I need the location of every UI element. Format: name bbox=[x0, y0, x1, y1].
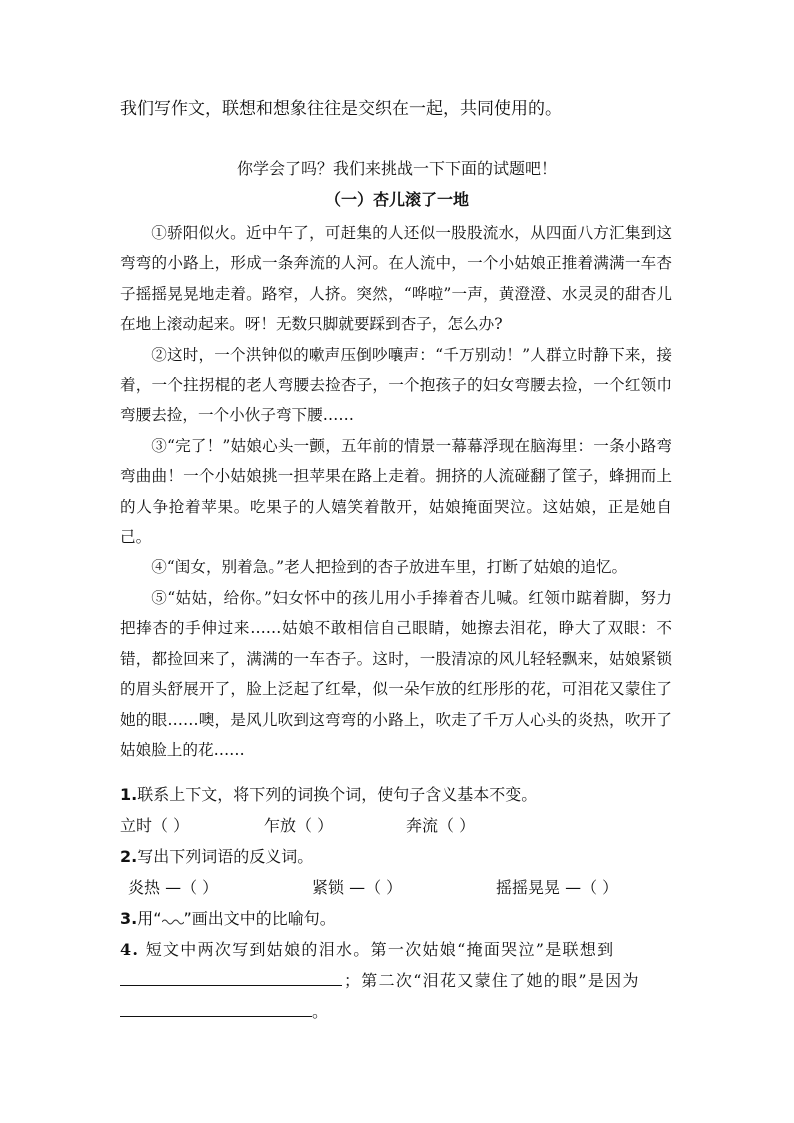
reading-passage bbox=[120, 218, 672, 765]
question-1-text: 联系上下文，将下列的词换个词，使句子含义基本不变。 bbox=[137, 785, 538, 804]
answer-blank-1[interactable] bbox=[120, 985, 342, 986]
paragraph-4: ④“闺女，别着急。”老人把捡到的杏子放进车里，打断了姑娘的追忆。 bbox=[151, 558, 628, 577]
question-4-line-3-end: 。 bbox=[312, 1002, 329, 1021]
question-4-line-2: ；第二次“泪花又蒙住了她的眼”是因为 bbox=[344, 971, 640, 990]
question-1-item-2[interactable]: 乍放（ ） bbox=[264, 816, 334, 835]
question-4 bbox=[120, 937, 614, 960]
question-2 bbox=[120, 844, 313, 867]
question-2-item-2[interactable]: 紧锁 —（ ） bbox=[312, 878, 403, 897]
question-3-text-after: ”画出文中的比喻句。 bbox=[183, 909, 336, 928]
question-1 bbox=[120, 782, 537, 805]
intro-sentence: 我们写作文，联想和想象往往是交织在一起，共同使用的。 bbox=[120, 99, 562, 119]
question-1-item-1[interactable]: 立时（ ） bbox=[120, 816, 190, 835]
question-4-line-1: 短文中两次写到姑娘的泪水。第一次姑娘“掩面哭泣”是联想到 bbox=[139, 940, 615, 959]
question-2-item-1[interactable]: 炎热 —（ ） bbox=[128, 878, 219, 897]
paragraph-1: ①骄阳似火。近中午了，可赶集的人还似一股股流水，从四面八方汇集到这弯弯的小路上，形成一条奔流的人河。在人流中，一个小姑娘正推着满满一车杏子摇摇晃晃地走着。路窄，人挤。突然，“哗啦”一声，黄澄澄、水灵灵的甜杏儿在地上滚动起来。呀！无数只脚就要踩到杏子，怎么办? bbox=[120, 224, 672, 334]
wavy-underline-icon bbox=[162, 915, 184, 925]
question-2-text: 写出下列词语的反义词。 bbox=[137, 847, 314, 866]
question-1-item-3[interactable]: 奔流（ ） bbox=[406, 816, 476, 835]
answer-blank-2[interactable] bbox=[120, 1016, 312, 1017]
question-2-number: 2. bbox=[120, 847, 138, 866]
question-3-text-before: 用“ bbox=[137, 909, 162, 928]
question-3-number: 3. bbox=[120, 909, 138, 928]
passage-title: （一）杏儿滚了一地 bbox=[324, 190, 469, 209]
paragraph-5: ⑤“姑姑，给你。”妇女怀中的孩儿用小手捧着杏儿喊。红领巾踮着脚，努力把捧杏的手伸过来……姑娘不敢相信自己眼睛，她擦去泪花，睁大了双眼：不错，都捡回来了，满满的一车杏子。这时，一股清凉的风儿轻轻飘来，姑娘紧锁的眉头舒展开了，脸上泛起了红晕，似一朵乍放的红彤彤的花，可泪花又蒙住了她的眼……噢，是风儿吹到这弯弯的小路上，吹走了千万人心头的炎热，吹开了姑娘脸上的花…… bbox=[120, 588, 672, 759]
question-2-item-3[interactable]: 摇摇晃晃 —（ ） bbox=[496, 878, 619, 897]
question-3 bbox=[120, 906, 336, 929]
question-1-number: 1. bbox=[120, 785, 138, 804]
question-4-number: 4. bbox=[120, 940, 140, 959]
challenge-prompt: 你学会了吗？我们来挑战一下下面的试题吧！ bbox=[236, 159, 557, 178]
paragraph-2: ②这时，一个洪钟似的嗽声压倒吵嚷声：“千万别动！”人群立时静下来，接着，一个拄拐棍的老人弯腰去捡杏子，一个抱孩子的妇女弯腰去捡，一个红领巾弯腰去捡，一个小伙子弯下腰…… bbox=[120, 345, 672, 425]
paragraph-3: ③“完了！”姑娘心头一颤，五年前的情景一幕幕浮现在脑海里：一条小路弯弯曲曲！一个小姑娘挑一担苹果在路上走着。拥挤的人流碰翻了筐子，蜂拥而上的人争抢着苹果。吃果子的人嬉笑着散开，姑娘掩面哭泣。这姑娘，正是她自己。 bbox=[120, 436, 672, 547]
